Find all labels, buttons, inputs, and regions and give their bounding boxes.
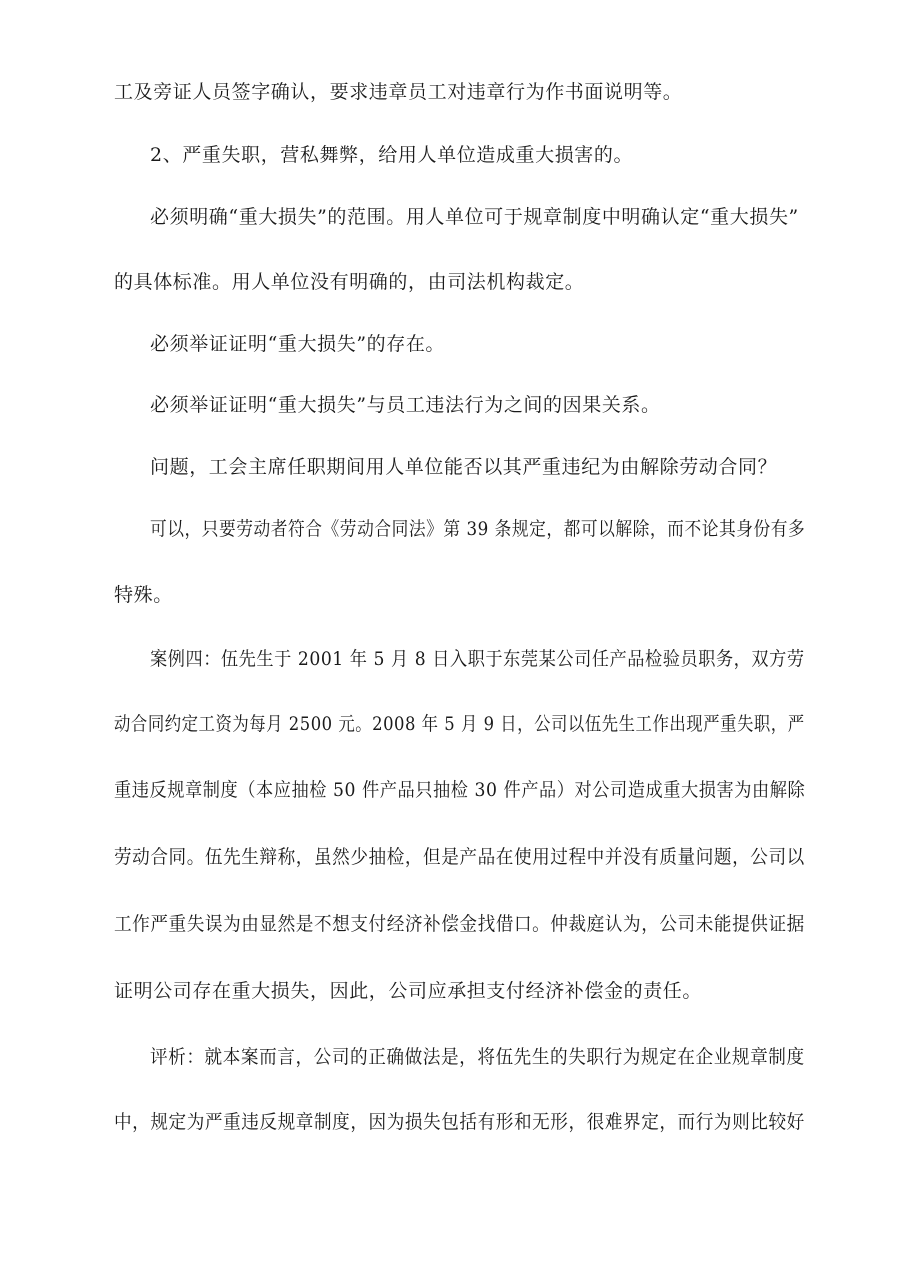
text-line: 动合同约定工资为每月 2500 元。2008 年 5 月 9 日，公司以伍先生工作出现严重失职，严: [114, 713, 805, 735]
text-line: 工作严重失误为由显然是不想支付经济补偿金找借口。仲裁庭认为，公司未能提供证据: [114, 913, 805, 935]
text-line: 特殊。: [114, 584, 173, 606]
text-line: 劳动合同。伍先生辩称，虽然少抽检，但是产品在使用过程中并没有质量问题，公司以: [114, 846, 805, 868]
text-line: 工及旁证人员签字确认，要求违章员工对违章行为作书面说明等。: [114, 81, 683, 103]
text-line: 案例四：伍先生于 2001 年 5 月 8 日入职于东莞某公司任产品检验员职务，双方劳: [150, 648, 805, 670]
text-line: 必须明确“重大损失”的范围。用人单位可于规章制度中明确认定“重大损失”: [150, 206, 799, 228]
text-line: 中，规定为严重违反规章制度，因为损失包括有形和无形，很难界定，而行为则比较好: [114, 1111, 805, 1133]
text-line: 的具体标准。用人单位没有明确的，由司法机构裁定。: [114, 271, 585, 293]
text-line: 证明公司存在重大损失，因此，公司应承担支付经济补偿金的责任。: [114, 980, 703, 1002]
text-line: 必须举证证明“重大损失”的存在。: [150, 333, 446, 355]
text-line: 评析：就本案而言，公司的正确做法是，将伍先生的失职行为规定在企业规章制度: [150, 1046, 805, 1068]
text-line: 重违反规章制度（本应抽检 50 件产品只抽检 30 件产品）对公司造成重大损害为由解除: [114, 779, 806, 801]
text-line: 可以，只要劳动者符合《劳动合同法》第 39 条规定，都可以解除，而不论其身份有多: [150, 518, 806, 540]
text-line: 2、严重失职，营私舞弊，给用人单位造成重大损害的。: [150, 144, 634, 166]
text-line: 必须举证证明“重大损失”与员工违法行为之间的因果关系。: [150, 394, 661, 416]
text-line: 问题，工会主席任职期间用人单位能否以其严重违纪为由解除劳动合同？: [150, 456, 778, 478]
